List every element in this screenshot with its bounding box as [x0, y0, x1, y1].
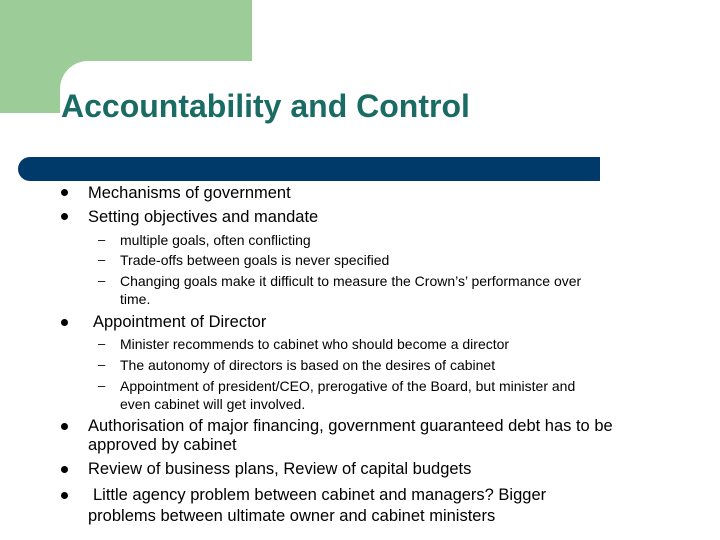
- sub-bullet-text-continued: even cabinet will get involved.: [120, 396, 306, 412]
- dash-icon: –: [98, 357, 106, 372]
- dash-icon: –: [98, 273, 106, 288]
- dash-icon: –: [98, 336, 106, 351]
- sub-bullet-text: multiple goals, often conflicting: [120, 232, 311, 248]
- dash-icon: –: [98, 232, 106, 247]
- sub-bullet-text: Appointment of president/CEO, prerogative of the Board, but minister and: [120, 378, 576, 394]
- sub-bullet-text: Changing goals make it difficult to measure the Crown’s’ performance over: [120, 273, 582, 289]
- slide-title: Accountability and Control: [61, 88, 470, 124]
- bullet-text-continued: approved by cabinet: [88, 436, 237, 454]
- sub-bullet-text-continued: time.: [120, 291, 151, 307]
- bullet-icon: [61, 492, 68, 499]
- sub-bullet-text: Minister recommends to cabinet who should become a director: [120, 336, 510, 352]
- bullet-icon: [61, 466, 68, 473]
- bullet-text: Mechanisms of government: [88, 184, 291, 202]
- title-underline-bar: [18, 157, 600, 181]
- bullet-text: Authorisation of major financing, government guaranteed debt has to be: [88, 417, 613, 435]
- bullet-text: Review of business plans, Review of capital budgets: [88, 460, 472, 478]
- bullet-text: Little agency problem between cabinet and managers? Bigger: [93, 486, 547, 504]
- bullet-icon: [61, 189, 68, 196]
- bullet-text-continued: problems between ultimate owner and cabinet ministers: [88, 507, 496, 525]
- dash-icon: –: [98, 252, 106, 267]
- dash-icon: –: [98, 378, 106, 393]
- sub-bullet-text: Trade-offs between goals is never specified: [120, 252, 390, 268]
- bullet-icon: [61, 319, 68, 326]
- sub-bullet-text: The autonomy of directors is based on the desires of cabinet: [120, 357, 496, 373]
- bullet-text: Setting objectives and mandate: [88, 208, 319, 226]
- bullet-text: Appointment of Director: [93, 313, 267, 331]
- bullet-icon: [61, 213, 68, 220]
- bullet-icon: [61, 423, 68, 430]
